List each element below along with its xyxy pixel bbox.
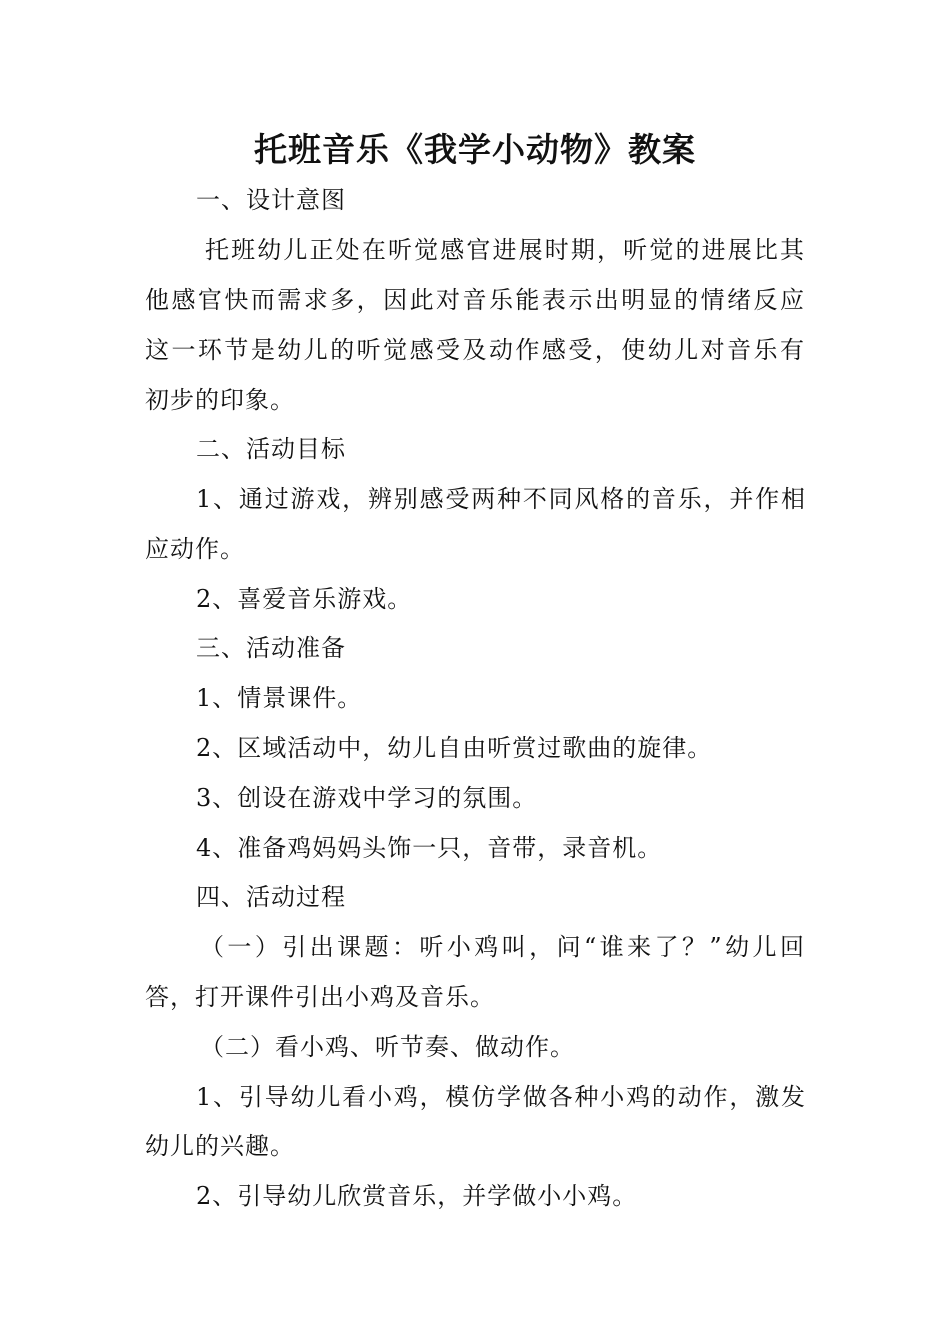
section-heading-design-intent: 一、设计意图 xyxy=(196,186,346,214)
paragraph-line: 他感官快而需求多，因此对音乐能表示出明显的情绪反应 xyxy=(145,286,805,314)
list-item: 1、通过游戏，辨别感受两种不同风格的音乐，并作相 xyxy=(196,485,806,513)
subsection-heading: （二）看小鸡、听节奏、做动作。 xyxy=(200,1033,575,1061)
list-item: 4、准备鸡妈妈头饰一只，音带，录音机。 xyxy=(196,834,663,862)
document-title: 托班音乐《我学小动物》教案 xyxy=(254,130,696,169)
list-item: 2、区域活动中，幼儿自由听赏过歌曲的旋律。 xyxy=(196,734,713,762)
list-item: 3、创设在游戏中学习的氛围。 xyxy=(196,784,538,812)
paragraph-line: 这一环节是幼儿的听觉感受及动作感受，使幼儿对音乐有 xyxy=(145,336,805,364)
list-item-continued: 应动作。 xyxy=(145,535,245,563)
list-item: 2、喜爱音乐游戏。 xyxy=(196,585,413,613)
section-heading-preparation: 三、活动准备 xyxy=(196,634,346,662)
paragraph-line: 托班幼儿正处在听觉感官进展时期，听觉的进展比其 xyxy=(205,236,805,264)
list-item: 1、情景课件。 xyxy=(196,684,363,712)
paragraph-line: 初步的印象。 xyxy=(145,386,295,414)
list-item: 2、引导幼儿欣赏音乐，并学做小小鸡。 xyxy=(196,1182,638,1210)
paragraph-line: （一）引出课题：听小鸡叫，问“谁来了？”幼儿回 xyxy=(200,933,805,961)
section-heading-process: 四、活动过程 xyxy=(196,883,346,911)
list-item-continued: 幼儿的兴趣。 xyxy=(145,1132,295,1160)
section-heading-goals: 二、活动目标 xyxy=(196,435,346,463)
paragraph-line: 答，打开课件引出小鸡及音乐。 xyxy=(145,983,495,1011)
list-item: 1、引导幼儿看小鸡，模仿学做各种小鸡的动作，激发 xyxy=(196,1083,806,1111)
